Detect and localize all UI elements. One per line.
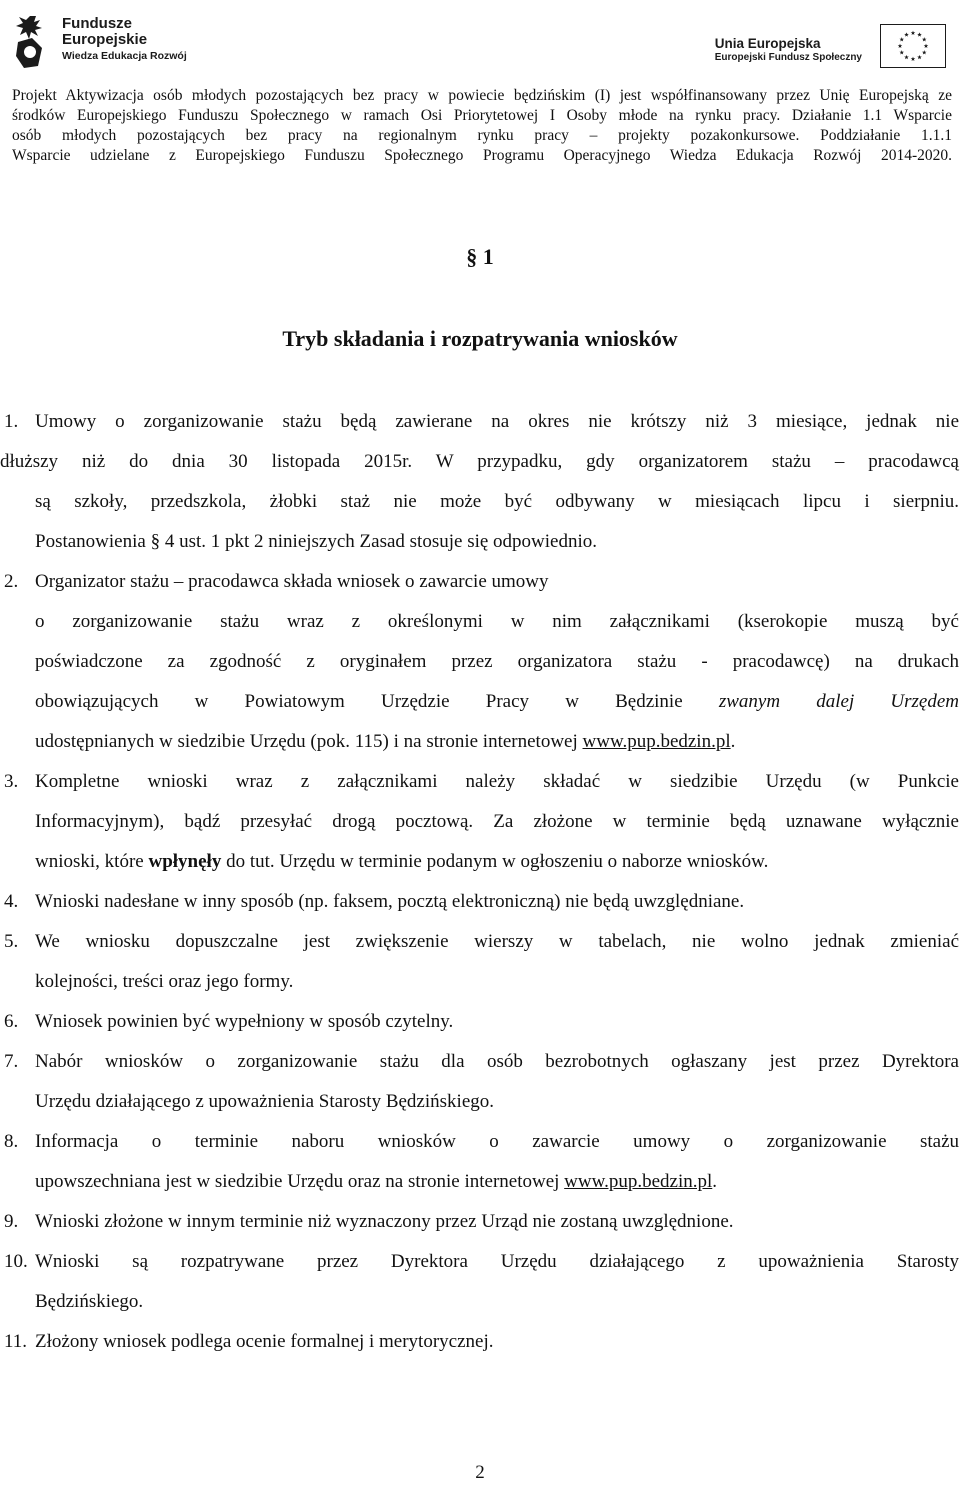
item-text: do tut. Urzędu w terminie podanym w ogłoszeniu o naborze wniosków. xyxy=(226,851,769,872)
item-number: 9. xyxy=(4,1211,19,1232)
section-mark: § 1 xyxy=(466,244,494,269)
item-line: Wniosek powinien być wypełniony w sposób czytelny. xyxy=(35,1011,454,1032)
section-title: Tryb składania i rozpatrywania wniosków xyxy=(282,326,678,351)
item-text: obowiązujących w Powiatowym Urzędzie Pracy w Będzinie xyxy=(35,691,683,712)
item-line: Złożony wniosek podlega ocenie formalnej i merytorycznej. xyxy=(35,1331,494,1352)
item-line: Będzińskiego. xyxy=(35,1291,144,1312)
unia-europejska-logo xyxy=(646,24,946,72)
item-line: dłuższy niż do dnia 30 listopada 2015r. W przypadku, gdy organizatorem stażu – pracodawcą xyxy=(0,451,959,472)
item-text: upowszechniana jest w siedzibie Urzędu oraz na stronie internetowej xyxy=(35,1171,560,1192)
item-line: Kompletne wnioski wraz z załącznikami należy składać w siedzibie Urzędu (w Punkcie xyxy=(35,771,959,792)
item-number: 1. xyxy=(4,411,19,432)
item-line: We wniosku dopuszczalne jest zwiększenie wierszy w tabelach, nie wolno jednak zmieniać xyxy=(35,931,959,952)
list-item xyxy=(0,762,960,882)
item-line: Nabór wniosków o zorganizowanie stażu dla osób bezrobotnych ogłaszany jest przez Dyrektora xyxy=(35,1051,959,1072)
item-line: kolejności, treści oraz jego formy. xyxy=(35,971,294,992)
item-number: 3. xyxy=(4,771,19,792)
item-line: są szkoły, przedszkola, żłobki staż nie może być odbywany w miesiącach lipcu i sierpniu. xyxy=(35,491,959,512)
item-line: Urzędu działającego z upoważnienia Starosty Będzińskiego. xyxy=(35,1091,494,1112)
page-number: 2 xyxy=(475,1462,485,1483)
item-text: . xyxy=(712,1171,718,1192)
item-number: 6. xyxy=(4,1011,19,1032)
item-italic-text: zwanym dalej Urzędem xyxy=(718,691,960,712)
item-line: Organizator stażu – pracodawca składa wniosek o zawarcie umowy xyxy=(35,571,549,592)
fe-logo-line1: Fundusze xyxy=(62,15,132,32)
item-line-composite xyxy=(35,722,959,762)
item-line: Umowy o zorganizowanie stażu będą zawierane na okres nie krótszy niż 3 miesiące, jednak nie xyxy=(35,411,959,432)
item-line-composite xyxy=(35,1162,959,1202)
list-item xyxy=(0,922,960,1002)
item-number: 4. xyxy=(4,891,19,912)
item-number: 7. xyxy=(4,1051,19,1072)
notice-line: Wsparcie udzielane z Europejskiego Funduszu Społecznego Programu Operacyjnego Wiedza Edukacja Rozwój 2014-2020. xyxy=(12,147,952,164)
item-text: wnioski, które xyxy=(35,851,144,872)
item-text: udostępnianych w siedzibie Urzędu (pok. 115) i na stronie internetowej xyxy=(35,731,578,752)
list-item xyxy=(0,402,960,562)
website-link[interactable]: www.pup.bedzin.pl xyxy=(582,731,731,752)
item-line: Informacyjnym), bądź przesyłać drogą pocztową. Za złożone w terminie będą uznawane wyłącznie xyxy=(35,811,959,832)
fundusze-europejskie-star-icon xyxy=(12,12,52,70)
item-line: Postanowienia § 4 ust. 1 pkt 2 niniejszych Zasad stosuje się odpowiednio. xyxy=(35,531,598,552)
item-line: Wnioski nadesłane w inny sposób (np. faksem, pocztą elektroniczną) nie będą uwzględniane. xyxy=(35,891,745,912)
list-item xyxy=(0,882,960,922)
notice-line: osób młodych pozostających bez pracy na regionalnym rynku pracy – projekty pozakonkursowe. Poddziałanie 1.1.1 xyxy=(12,127,952,144)
item-line: Informacja o terminie naboru wniosków o zawarcie umowy o zorganizowanie stażu xyxy=(35,1131,959,1152)
ue-logo-line2: Europejski Fundusz Społeczny xyxy=(714,52,862,63)
item-line: Wnioski są rozpatrywane przez Dyrektora Urzędu działającego z upoważnienia Starosty xyxy=(35,1251,959,1272)
item-text: . xyxy=(730,731,736,752)
item-line: poświadczone za zgodność z oryginałem przez organizatora stażu - pracodawcę) na drukach xyxy=(35,651,959,672)
list-item xyxy=(0,1242,960,1322)
item-number: 5. xyxy=(4,931,19,952)
website-link[interactable]: www.pup.bedzin.pl xyxy=(564,1171,713,1192)
item-line: o zorganizowanie stażu wraz z określonymi w nim załącznikami (kserokopie muszą być xyxy=(35,611,959,632)
list-item xyxy=(0,562,960,762)
item-line: Wnioski złożone w innym terminie niż wyznaczony przez Urząd nie zostaną uwzględnione. xyxy=(35,1211,734,1232)
list-item xyxy=(0,1322,960,1362)
item-number: 2. xyxy=(4,571,19,592)
item-number: 8. xyxy=(4,1131,19,1152)
notice-line: Projekt Aktywizacja osób młodych pozostających bez pracy w powiecie będzińskim (I) jest współfinansowany przez Unię Europejską ze xyxy=(12,87,952,104)
item-line-composite xyxy=(35,842,959,882)
list-item xyxy=(0,1002,960,1042)
fe-logo-line3: Wiedza Edukacja Rozwój xyxy=(62,50,187,62)
item-bold-text: wpłynęły xyxy=(148,851,222,872)
rules-list xyxy=(0,402,960,1362)
notice-line: środków Europejskiego Funduszu Społecznego w ramach Osi Priorytetowej I Osoby młode na rynku pracy. Działanie 1.1 Wsparcie xyxy=(12,107,952,124)
item-number: 10. xyxy=(4,1251,28,1272)
ue-logo-line1: Unia Europejska xyxy=(714,36,821,51)
fe-logo-line2: Europejskie xyxy=(62,31,148,48)
project-notice xyxy=(12,86,952,166)
item-number: 11. xyxy=(4,1331,28,1352)
list-item xyxy=(0,1042,960,1122)
item-line-composite xyxy=(35,682,959,722)
list-item xyxy=(0,1122,960,1202)
list-item xyxy=(0,1202,960,1242)
eu-flag-icon xyxy=(880,24,946,68)
